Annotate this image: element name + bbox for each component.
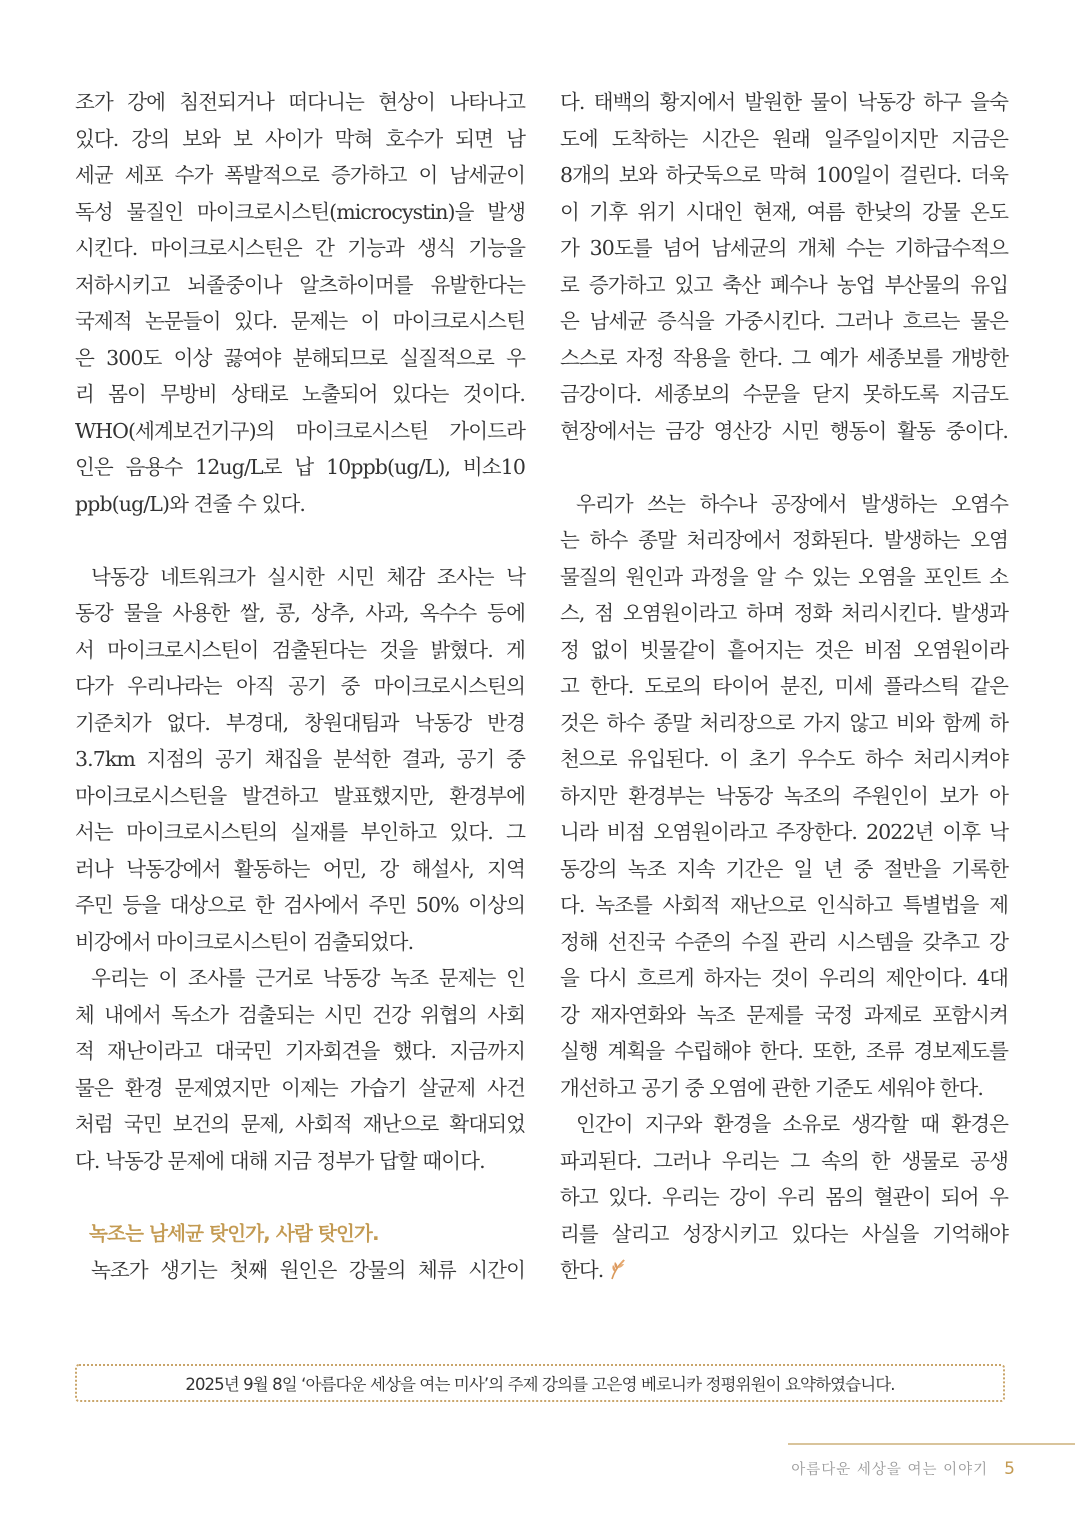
text-line: 스스로 자정 작용을 한다. 그 예가 세종보를 개방한 xyxy=(560,345,1008,370)
text-line: 이 기후 위기 시대인 현재, 여름 한낮의 강물 온도 xyxy=(560,199,1008,224)
text-line: 물은 환경 문제였지만 이제는 가습기 살균제 사건 xyxy=(75,1075,525,1100)
paragraph xyxy=(560,522,1008,1106)
paragraph-gap xyxy=(75,1179,525,1216)
text-line: 체 내에서 독소가 검출되는 시민 건강 위협의 사회 xyxy=(75,1002,525,1027)
text-line: 파괴된다. 그러나 우리는 그 속의 한 생물로 공생 xyxy=(560,1148,1008,1173)
text-line: 적 재난이라고 대국민 기자회견을 했다. 지금까지 xyxy=(75,1039,525,1063)
text-line: 인간이 지구와 환경을 소유로 생각할 때 환경은 xyxy=(576,1112,1008,1136)
text-line: 국제적 논문들이 있다. 문제는 이 마이크로시스틴 xyxy=(75,309,525,333)
closing-text: 한다. xyxy=(560,1258,604,1282)
paragraph xyxy=(560,1143,1008,1289)
text-line: 정 없이 빗물같이 흩어지는 것은 비점 오염원이라 xyxy=(560,637,1008,662)
text-line: 니라 비점 오염원이라고 주장한다. 2022년 이후 낙 xyxy=(560,820,1008,844)
text-line: 낙동강 네트워크가 실시한 시민 체감 조사는 낙 xyxy=(91,564,525,589)
text-line: 개선하고 공기 중 오염에 관한 기준도 세워야 한다. xyxy=(560,1075,983,1100)
text-line: 8개의 보와 하굿둑으로 막혀 100일이 걸린다. 더욱 xyxy=(560,163,1008,187)
paragraph xyxy=(75,595,525,960)
paragraph xyxy=(75,559,525,596)
text-line: 천으로 유입된다. 이 초기 우수도 하수 처리시켜야 xyxy=(560,747,1008,771)
text-line: 물질의 원인과 과정을 알 수 있는 오염을 포인트 소 xyxy=(560,564,1008,589)
text-line: 3.7km 지점의 공기 채집을 분석한 결과, 공기 중 xyxy=(75,747,525,771)
publication-title: 아름다운 세상을 여는 이야기 xyxy=(791,1462,989,1478)
text-line: 리를 살리고 성장시키고 있다는 사실을 기억해야 xyxy=(560,1221,1008,1246)
left-column xyxy=(75,84,525,1289)
text-line xyxy=(560,1252,1008,1289)
text-line: 다. 낙동강 문제에 대해 지금 정부가 답할 때이다. xyxy=(75,1148,485,1173)
paragraph xyxy=(560,486,1008,523)
text-line: 금강이다. 세종보의 수문을 닫지 못하도록 지금도 xyxy=(560,382,1008,406)
paragraph xyxy=(560,1106,1008,1143)
text-line: 가 30도를 넘어 남세균의 개체 수는 기하급수적으 xyxy=(560,236,1008,260)
text-line: 리 몸이 무방비 상태로 노출되어 있다는 것이다. xyxy=(75,382,525,406)
text-line: 시킨다. 마이크로시스틴은 간 기능과 생식 기능을 xyxy=(75,236,525,260)
paragraph-gap xyxy=(560,449,1008,486)
text-line: 고 한다. 도로의 타이어 분진, 미세 플라스틱 같은 xyxy=(560,674,1008,698)
text-line: 것은 하수 종말 처리장으로 가지 않고 비와 함께 하 xyxy=(560,710,1008,735)
source-note-text: 2025년 9월 8일 ‘아름다운 세상을 여는 미사’의 주제 강의를 고은영 베로니카 정평위원이 요약하였습니다. xyxy=(185,1375,895,1394)
text-line: 주민 등을 대상으로 한 검사에서 주민 50% 이상의 xyxy=(75,893,525,917)
text-line: 조가 강에 침전되거나 떠다니는 현상이 나타나고 xyxy=(75,90,525,114)
text-line: 처럼 국민 보건의 문제, 사회적 재난으로 확대되었 xyxy=(75,1112,525,1136)
section-heading: 녹조는 남세균 탓인가, 사람 탓인가. xyxy=(89,1221,379,1245)
text-line: 다. 녹조를 사회적 재난으로 인식하고 특별법을 제 xyxy=(560,893,1008,917)
text-line: 은 남세균 증식을 가중시킨다. 그러나 흐르는 물은 xyxy=(560,309,1008,333)
text-line: 우리는 이 조사를 근거로 낙동강 녹조 문제는 인 xyxy=(91,966,525,990)
text-line: WHO(세계보건기구)의 마이크로시스틴 가이드라 xyxy=(75,418,525,443)
text-line: 하지만 환경부는 낙동강 녹조의 주원인이 보가 아 xyxy=(560,783,1008,808)
text-line: 정해 선진국 수준의 수질 관리 시스템을 갖추고 강 xyxy=(560,929,1008,954)
text-line: 스, 점 오염원이라고 하며 정화 처리시킨다. 발생과 xyxy=(560,601,1008,625)
text-line: 동강의 녹조 지속 기간은 일 년 중 절반을 기록한 xyxy=(560,856,1008,881)
text-line: 우리가 쓰는 하수나 공장에서 발생하는 오염수 xyxy=(576,491,1008,516)
text-line: 비강에서 마이크로시스틴이 검출되었다. xyxy=(75,929,414,954)
page-number: 5 xyxy=(1004,1459,1015,1479)
text-line: 강 재자연화와 녹조 문제를 국정 과제로 포함시켜 xyxy=(560,1002,1008,1027)
text-line: 러나 낙동강에서 활동하는 어민, 강 해설사, 지역 xyxy=(75,856,525,881)
text-line: 기준치가 없다. 부경대, 창원대팀과 낙동강 반경 xyxy=(75,710,525,735)
paragraph xyxy=(560,84,1008,449)
text-line: 도에 도착하는 시간은 원래 일주일이지만 지금은 xyxy=(560,126,1008,151)
source-note xyxy=(75,1364,1005,1402)
footer-divider xyxy=(788,1443,1075,1445)
paragraph xyxy=(75,960,525,997)
text-line: 인은 음용수 12ug/L로 납 10ppb(ug/L), 비소10 xyxy=(75,455,525,479)
right-column xyxy=(560,84,1008,1289)
text-line: 실행 계획을 수립해야 한다. 또한, 조류 경보제도를 xyxy=(560,1039,1008,1063)
paragraph-gap xyxy=(75,522,525,559)
paragraph xyxy=(75,1252,525,1289)
paragraph xyxy=(75,997,525,1180)
page-footer xyxy=(791,1458,1015,1479)
text-line: 은 300도 이상 끓여야 분해되므로 실질적으로 우 xyxy=(75,345,525,370)
text-line: 저하시키고 뇌졸중이나 알츠하이머를 유발한다는 xyxy=(75,272,525,297)
text-line: 을 다시 흐르게 하자는 것이 우리의 제안이다. 4대 xyxy=(560,966,1008,990)
leaf-end-mark-icon xyxy=(609,1255,627,1292)
text-line: 서 마이크로시스틴이 검출된다는 것을 밝혔다. 게 xyxy=(75,637,525,662)
text-line: 녹조가 생기는 첫째 원인은 강물의 체류 시간이 xyxy=(91,1258,525,1282)
text-line: 서는 마이크로시스틴의 실재를 부인하고 있다. 그 xyxy=(75,820,525,844)
text-line: ppb(ug/L)와 견줄 수 있다. xyxy=(75,491,305,516)
text-line: 다. 태백의 황지에서 발원한 물이 낙동강 하구 을숙 xyxy=(560,90,1008,114)
text-line: 는 하수 종말 처리장에서 정화된다. 발생하는 오염 xyxy=(560,528,1008,552)
text-line: 현장에서는 금강 영산강 시민 행동이 활동 중이다. xyxy=(560,418,1008,443)
text-line: 마이크로시스틴을 발견하고 발표했지만, 환경부에 xyxy=(75,783,525,808)
paragraph xyxy=(75,84,525,522)
text-line: 세균 세포 수가 폭발적으로 증가하고 이 남세균이 xyxy=(75,163,525,187)
text-line: 로 증가하고 있고 축산 폐수나 농업 부산물의 유입 xyxy=(560,272,1008,297)
text-line: 하고 있다. 우리는 강이 우리 몸의 혈관이 되어 우 xyxy=(560,1185,1008,1209)
text-line: 있다. 강의 보와 보 사이가 막혀 호수가 되면 남 xyxy=(75,126,525,151)
text-line: 독성 물질인 마이크로시스틴(microcystin)을 발생 xyxy=(75,199,525,224)
text-line: 동강 물을 사용한 쌀, 콩, 상추, 사과, 옥수수 등에 xyxy=(75,601,525,625)
text-line: 다가 우리나라는 아직 공기 중 마이크로시스틴의 xyxy=(75,674,525,698)
